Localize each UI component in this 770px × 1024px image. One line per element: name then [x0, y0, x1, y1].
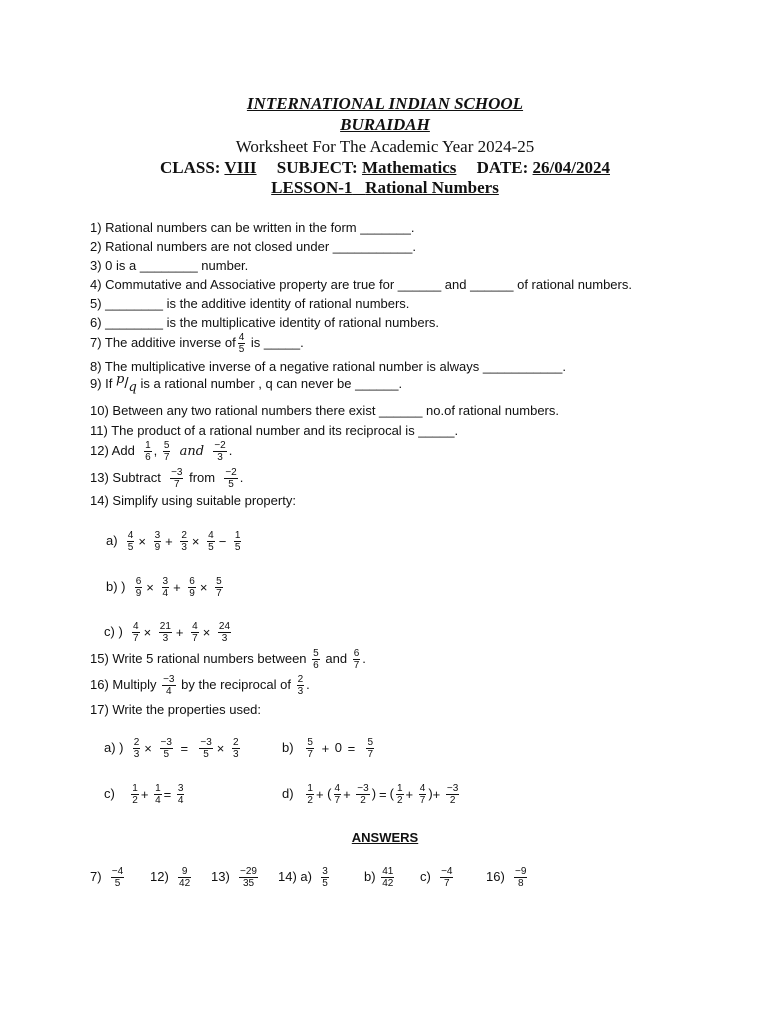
- question-15-text: 15) Write 5 rational numbers between: [90, 650, 307, 666]
- fraction-neg3-4: $\frac{-3}{4}$: [163, 674, 175, 697]
- question-14b: b) ) $\frac{6}{9}$ × $\frac{3}{4}$ + $\frac{6}{9}$ × $\frac{5}{7}$: [106, 576, 222, 599]
- lesson-line: [0, 178, 770, 198]
- answer-13-label: 13): [211, 868, 230, 884]
- class-value: VIII: [224, 158, 257, 177]
- slash: /: [124, 375, 129, 392]
- label-17b: b): [282, 739, 294, 755]
- answer-14b: b) $\frac{41}{42}$: [364, 866, 394, 889]
- question-2: 2) Rational numbers are not closed under ___________.: [90, 239, 416, 254]
- question-9-text: 9) If: [90, 376, 113, 391]
- answer-12: 12) $\frac{9}{42}$: [150, 866, 191, 889]
- label-14c: c) ): [104, 623, 123, 639]
- fraction-6-7: $\frac{6}{7}$: [353, 648, 360, 671]
- fraction-neg2-5: $\frac{-2}{5}$: [225, 467, 237, 490]
- fraction-neg2-3: $\frac{-2}{3}$: [214, 440, 226, 463]
- label-17d: d): [282, 785, 294, 801]
- question-1: 1) Rational numbers can be written in the form _______.: [90, 220, 415, 235]
- class-group: [160, 158, 257, 177]
- fraction-1-6: $\frac{1}{6}$: [145, 440, 151, 463]
- class-line: [0, 158, 770, 178]
- label-17c: c): [104, 785, 115, 801]
- question-8: 8) The multiplicative inverse of a negative rational number is always ___________.: [90, 359, 566, 374]
- question-17d: d) $\frac{1}{2}$ + ( $\frac{4}{7}$ + $\frac{-3}{2}$ ) = ( $\frac{1}{2}$ + $\frac{4}{7}$ )+ $\frac{-3}{2}$: [282, 783, 459, 806]
- answer-13: 13) $\frac{-29}{35}$: [211, 866, 257, 889]
- label-14b: b) ): [106, 578, 126, 594]
- answer-7: 7) $\frac{-4}{5}$: [90, 866, 124, 889]
- p-symbol: p: [116, 372, 125, 387]
- answer-16: 16) $\frac{-9}{8}$: [486, 866, 527, 889]
- answer-16-label: 16): [486, 868, 505, 884]
- question-16-text: 16) Multiply: [90, 676, 157, 692]
- question-11: 11) The product of a rational number and its reciprocal is _____.: [90, 423, 459, 438]
- question-9-tail: is a rational number , q can never be ______.: [140, 376, 403, 391]
- from-word: from: [189, 469, 216, 485]
- question-14: 14) Simplify using suitable property:: [90, 493, 296, 508]
- answer-14b-label: b): [364, 868, 376, 884]
- question-3: 3) 0 is a ________ number.: [90, 258, 249, 273]
- question-14a: a) $\frac{4}{5}$ × $\frac{3}{9}$ + $\frac{2}{3}$ × $\frac{4}{5}$ − $\frac{1}{5}$: [106, 530, 241, 553]
- question-16-mid: by the reciprocal of: [181, 676, 291, 692]
- label-17a: a) ): [104, 739, 124, 755]
- question-12: 12) Add $\frac{1}{6}$ , $\frac{5}{7}$ and $\frac{-2}{3}$ .: [90, 440, 233, 463]
- answer-14c: c) $\frac{-4}{7}$: [420, 866, 453, 889]
- question-10: 10) Between any two rational numbers there exist ______ no.of rational numbers.: [90, 403, 559, 418]
- question-7: [90, 332, 304, 355]
- answer-12-label: 12): [150, 868, 169, 884]
- answers-heading: ANSWERS: [351, 830, 419, 845]
- answer-14a: 14) a) $\frac{3}{5}$: [278, 866, 328, 889]
- answer-14c-label: c): [420, 868, 431, 884]
- answer-7-label: 7): [90, 868, 102, 884]
- class-label: CLASS:: [160, 158, 221, 177]
- lesson-number: LESSON-1: [271, 178, 353, 197]
- fraction-5-7: $\frac{5}{7}$: [163, 440, 170, 463]
- question-14c: c) ) $\frac{4}{7}$ × $\frac{21}{3}$ + $\frac{4}{7}$ × $\frac{24}{3}$: [104, 621, 231, 644]
- question-17b: b) $\frac{5}{7}$ + 0 = $\frac{5}{7}$: [282, 737, 374, 760]
- and-word: and: [179, 443, 205, 459]
- question-12-text: 12) Add: [90, 442, 135, 458]
- question-4: 4) Commutative and Associative property are true for ______ and ______ of rational numbers.: [90, 277, 632, 292]
- worksheet-subtitle: Worksheet For The Academic Year 2024-25: [235, 137, 535, 156]
- question-5: 5) ________ is the additive identity of rational numbers.: [90, 296, 410, 311]
- question-6: 6) ________ is the multiplicative identity of rational numbers.: [90, 315, 440, 330]
- question-16: 16) Multiply $\frac{-3}{4}$ by the reciprocal of $\frac{2}{3}$ .: [90, 674, 310, 697]
- date-value: 26/04/2024: [532, 158, 610, 177]
- fraction-2-3: $\frac{2}{3}$: [297, 674, 304, 697]
- question-17a: a) ) $\frac{2}{3}$ × $\frac{-3}{5}$ = $\frac{-3}{5}$ × $\frac{2}{3}$: [104, 737, 239, 760]
- subject-value: Mathematics: [361, 158, 457, 177]
- question-13-text: 13) Subtract: [90, 469, 161, 485]
- school-name: INTERNATIONAL INDIAN SCHOOL: [246, 94, 524, 113]
- lesson-title: Rational Numbers: [365, 178, 499, 197]
- question-7-text: 7) The additive inverse of: [90, 334, 236, 350]
- school-city: BURAIDAH: [340, 115, 430, 134]
- subject-label: SUBJECT:: [276, 158, 358, 177]
- answer-14a-label: 14) a): [278, 868, 312, 884]
- date-group: [477, 158, 610, 177]
- and-word-15: and: [325, 650, 348, 666]
- question-13: 13) Subtract $\frac{-3}{7}$ from $\frac{-2}{5}$ .: [90, 467, 244, 490]
- fraction-4-5: $\frac{4}{5}$: [238, 332, 245, 355]
- subject-group: [277, 158, 457, 177]
- question-15: 15) Write 5 rational numbers between $\frac{5}{6}$ and $\frac{6}{7}$ .: [90, 648, 366, 671]
- question-17: 17) Write the properties used:: [90, 702, 262, 717]
- fraction-5-6: $\frac{5}{6}$: [313, 648, 319, 671]
- label-14a: a): [106, 532, 118, 548]
- question-17c: c) $\frac{1}{2}$ + $\frac{1}{4}$ = $\frac{3}{4}$: [104, 783, 184, 806]
- q-symbol: q: [128, 380, 137, 395]
- question-9: [90, 372, 403, 395]
- date-label: DATE:: [476, 158, 529, 177]
- fraction-neg3-7: $\frac{-3}{7}$: [171, 467, 183, 490]
- question-7-tail: is _____.: [250, 334, 304, 350]
